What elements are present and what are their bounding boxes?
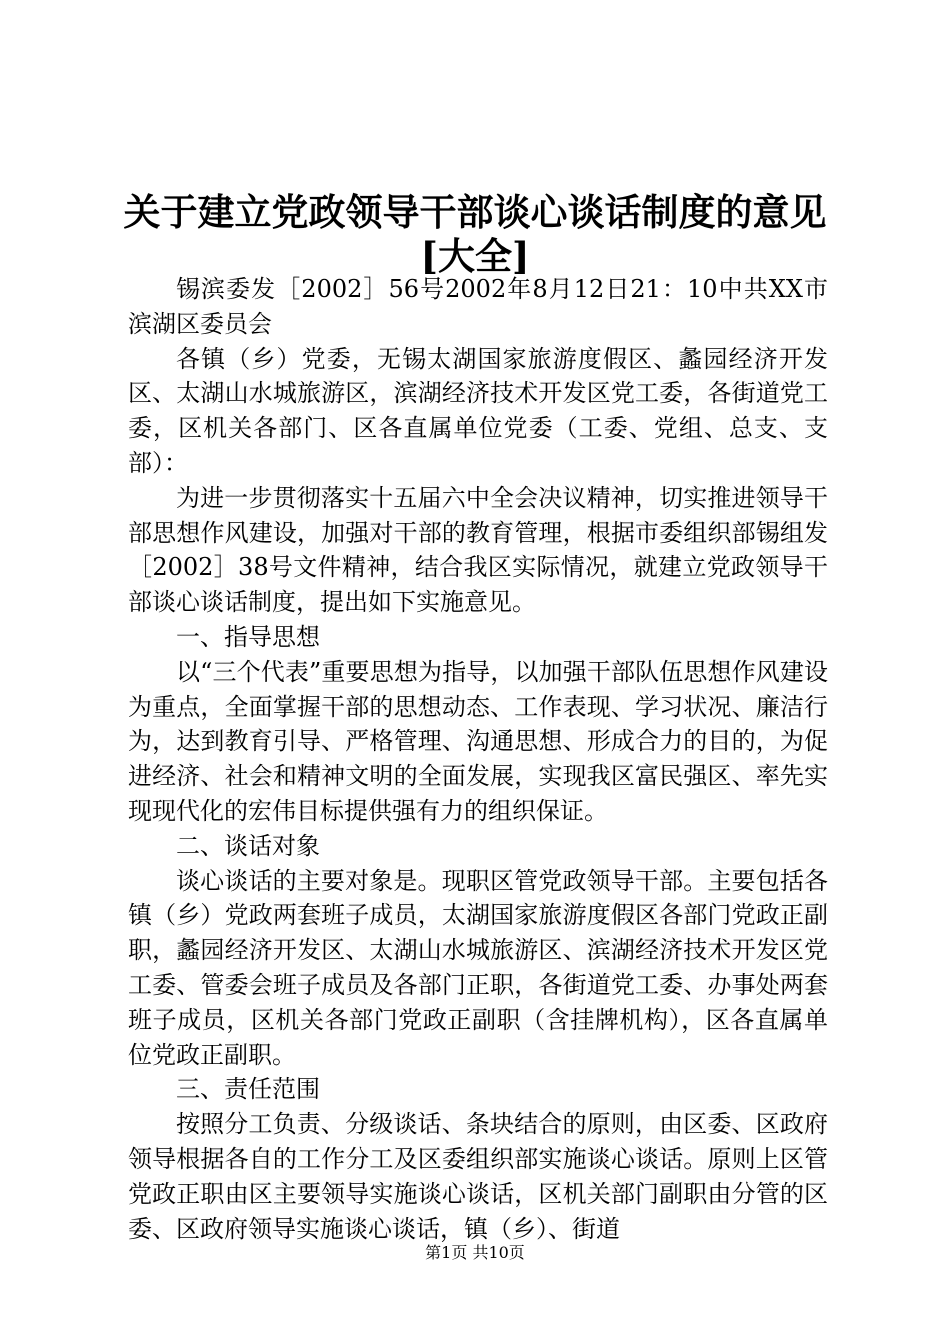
document-title-suffix: [大全] bbox=[420, 234, 530, 278]
document-body bbox=[128, 272, 828, 1246]
document-title: 关于建立党政领导干部谈心谈话制度的意见 bbox=[123, 190, 827, 234]
section-heading: 一、指导思想 bbox=[176, 622, 320, 651]
document-reference: 锡滨委发［2002］56号2002年8月12日21：10中共XX市滨湖区委员会 bbox=[128, 275, 828, 338]
section-paragraph: 按照分工负责、分级谈话、条块结合的原则，由区委、区政府领导根据各自的工作分工及区委组织部实施谈心谈话。原则上区管党政正职由区主要领导实施谈心谈话，区机关部门副职由分管的区委、区政府领导实施谈心谈话，镇（乡）、街道 bbox=[128, 1110, 828, 1243]
section-heading: 三、责任范围 bbox=[176, 1075, 320, 1104]
section-paragraph: 以“三个代表”重要思想为指导，以加强干部队伍思想作风建设为重点，全面掌握干部的思想动态、工作表现、学习状况、廉洁行为，达到教育引导、严格管理、沟通思想、形成合力的目的，为促进经济、社会和精神文明的全面发展，实现我区富民强区、率先实现现代化的宏伟目标提供强有力的组织保证。 bbox=[128, 657, 828, 825]
addressee-paragraph: 各镇（乡）党委，无锡太湖国家旅游度假区、蠡园经济开发区、太湖山水城旅游区，滨湖经济技术开发区党工委，各街道党工委，区机关各部门、区各直属单位党委（工委、党组、总支、支部）： bbox=[128, 344, 828, 477]
intro-paragraph: 为进一步贯彻落实十五届六中全会决议精神，切实推进领导干部思想作风建设，加强对干部的教育管理，根据市委组织部锡组发［2002］38号文件精神，结合我区实际情况，就建立党政领导干部谈心谈话制度，提出如下实施意见。 bbox=[128, 483, 828, 617]
section-heading: 二、谈话对象 bbox=[176, 831, 320, 860]
page-footer: 第1页 共10页 bbox=[425, 1243, 525, 1262]
section-paragraph: 谈心谈话的主要对象是。现职区管党政领导干部。主要包括各镇（乡）党政两套班子成员，太湖国家旅游度假区各部门党政正副职，蠡园经济开发区、太湖山水城旅游区、滨湖经济技术开发区党工委、管委会班子成员及各部门正职，各街道党工委、办事处两套班子成员，区机关各部门党政正副职（含挂牌机构），区各直属单位党政正副职。 bbox=[128, 866, 828, 1069]
